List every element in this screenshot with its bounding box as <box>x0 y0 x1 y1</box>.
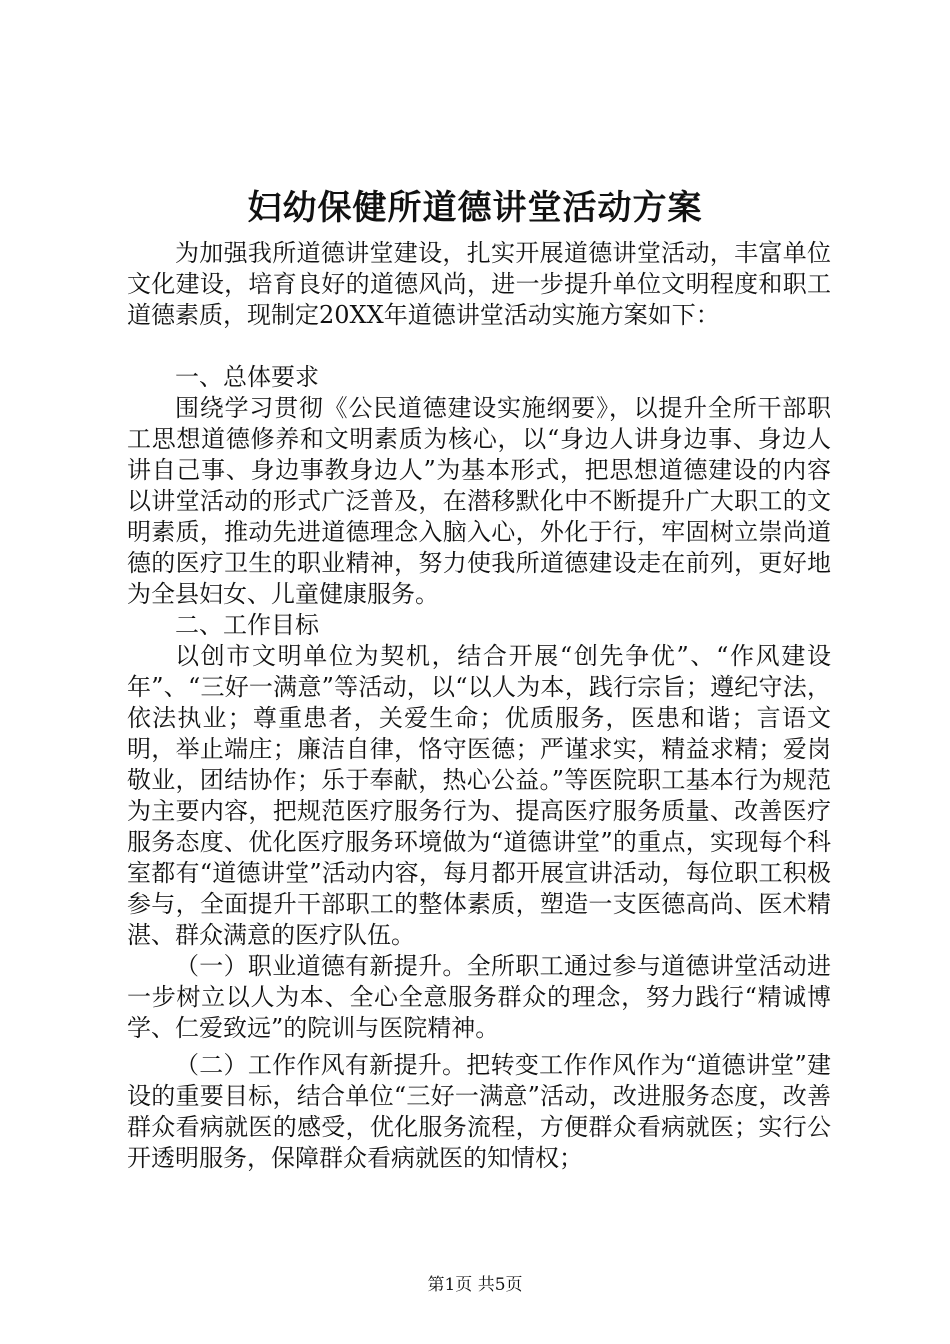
section-heading-general-requirements: 一、总体要求 <box>175 363 319 391</box>
section-heading-work-goals: 二、工作目标 <box>175 611 319 639</box>
general-requirements-paragraph: 围绕学习贯彻《公民道德建设实施纲要》，以提升全所干部职工思想道德修养和文明素质为核心，以“身边人讲身边事、身边人讲自己事、身边事教身边人”为基本形式，把思想道德建设的内容以讲堂活动的形式广泛普及，在潜移默化中不断提升广大职工的文明素质，推动先进道德理念入脑入心，外化于行，牢固树立崇尚道德的医疗卫生的职业精神，努力使我所道德建设走在前列，更好地为全县妇女、儿童健康服务。 <box>127 394 831 608</box>
intro-paragraph: 为加强我所道德讲堂建设，扎实开展道德讲堂活动，丰富单位文化建设，培育良好的道德风尚，进一步提升单位文明程度和职工道德素质，现制定20XX年道德讲堂活动实施方案如下： <box>127 239 831 329</box>
page-number: 第1页 共5页 <box>427 1275 523 1295</box>
goal-item-professional-ethics: （一）职业道德有新提升。全所职工通过参与道德讲堂活动进一步树立以人为本、全心全意服务群众的理念，努力践行“精诚博学、仁爱致远”的院训与医院精神。 <box>127 952 831 1042</box>
document-body <box>127 238 831 1174</box>
work-goals-paragraph: 以创市文明单位为契机，结合开展“创先争优”、“作风建设年”、“三好一满意”等活动，以“以人为本，践行宗旨；遵纪守法，依法执业；尊重患者，关爱生命；优质服务，医患和谐；言语文明，举止端庄；廉洁自律，恪守医德；严谨求实，精益求精；爱岗敬业，团结协作；乐于奉献，热心公益。”等医院职工基本行为规范为主要内容，把规范医疗服务行为、提高医疗服务质量、改善医疗服务态度、优化医疗服务环境做为“道德讲堂”的重点，实现每个科室都有“道德讲堂”活动内容，每月都开展宣讲活动，每位职工积极参与，全面提升干部职工的整体素质，塑造一支医德高尚、医术精湛、群众满意的医疗队伍。 <box>127 642 831 949</box>
goal-item-work-style: （二）工作作风有新提升。把转变工作作风作为“道德讲堂”建设的重要目标，结合单位“三好一满意”活动，改进服务态度，改善群众看病就医的感受，优化服务流程，方便群众看病就医；实行公开透明服务，保障群众看病就医的知情权； <box>127 1051 831 1172</box>
document-title: 妇幼保健所道德讲堂活动方案 <box>247 188 703 228</box>
